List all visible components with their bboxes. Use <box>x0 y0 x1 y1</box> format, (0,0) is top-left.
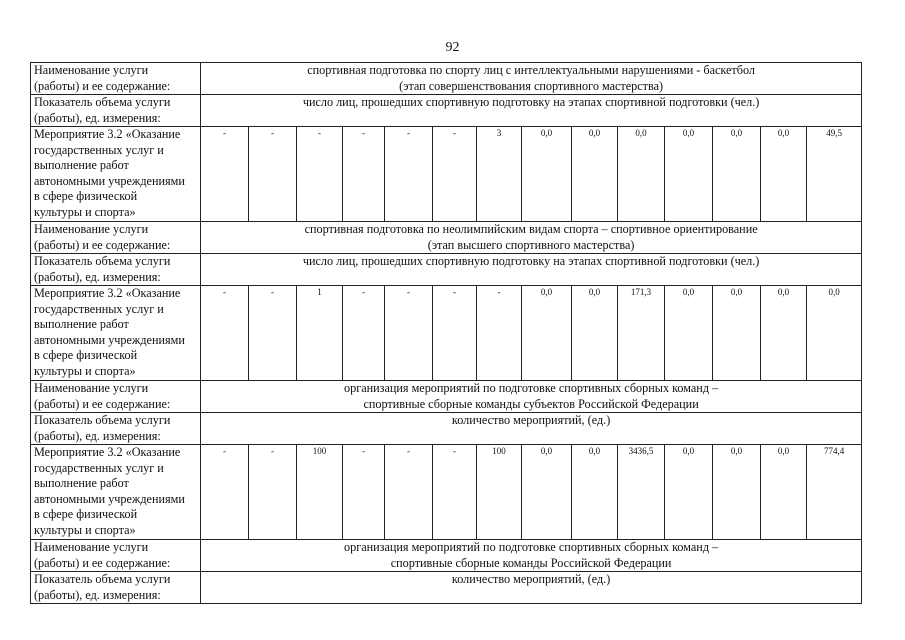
value-cell: 171,3 <box>618 286 665 381</box>
value-cell: - <box>433 445 477 540</box>
value-cell: 0,0 <box>761 445 807 540</box>
service-label: Наименование услуги (работы) и ее содержание: <box>31 63 201 95</box>
service-label: Наименование услуги (работы) и ее содержание: <box>31 222 201 254</box>
indicator-row <box>31 95 862 127</box>
value-cell: 0,0 <box>522 286 572 381</box>
service-content: спортивная подготовка по неолимпийским видам спорта – спортивное ориентирование (этап высшего спортивного мастерства) <box>201 222 862 254</box>
value-cell: - <box>343 127 385 222</box>
value-cell: 0,0 <box>522 127 572 222</box>
service-label: Наименование услуги (работы) и ее содержание: <box>31 540 201 572</box>
indicator-label: Показатель объема услуги (работы), ед. измерения: <box>31 572 201 604</box>
value-cell: 0,0 <box>713 445 761 540</box>
event-label: Мероприятие 3.2 «Оказание государственных услуг и выполнение работ автономными учреждениями в сфере физической культуры и спорта» <box>31 127 201 222</box>
event-row <box>31 127 862 222</box>
service-row <box>31 222 862 254</box>
indicator-label: Показатель объема услуги (работы), ед. измерения: <box>31 413 201 445</box>
value-cell: - <box>477 286 522 381</box>
value-cell: - <box>433 286 477 381</box>
indicator-row <box>31 413 862 445</box>
value-cell: 0,0 <box>807 286 862 381</box>
value-cell: - <box>343 286 385 381</box>
value-cell: - <box>297 127 343 222</box>
value-cell: - <box>249 445 297 540</box>
value-cell: 0,0 <box>713 127 761 222</box>
services-table <box>30 62 862 604</box>
value-cell: - <box>385 445 433 540</box>
value-cell: 0,0 <box>761 286 807 381</box>
value-cell: 0,0 <box>618 127 665 222</box>
service-content: организация мероприятий по подготовке спортивных сборных команд – спортивные сборные команды субъектов Российской Федерации <box>201 381 862 413</box>
value-cell: 0,0 <box>761 127 807 222</box>
value-cell: 0,0 <box>713 286 761 381</box>
value-cell: 49,5 <box>807 127 862 222</box>
service-content: спортивная подготовка по спорту лиц с интеллектуальными нарушениями - баскетбол (этап совершенствования спортивного мастерства) <box>201 63 862 95</box>
service-content: организация мероприятий по подготовке спортивных сборных команд – спортивные сборные команды Российской Федерации <box>201 540 862 572</box>
value-cell: 0,0 <box>572 286 618 381</box>
value-cell: - <box>385 286 433 381</box>
service-row <box>31 540 862 572</box>
value-cell: 3436,5 <box>618 445 665 540</box>
table-body <box>31 63 862 604</box>
value-cell: - <box>249 127 297 222</box>
indicator-row <box>31 572 862 604</box>
indicator-row <box>31 254 862 286</box>
value-cell: - <box>343 445 385 540</box>
indicator-label: Показатель объема услуги (работы), ед. измерения: <box>31 95 201 127</box>
value-cell: 0,0 <box>665 286 713 381</box>
indicator-label: Показатель объема услуги (работы), ед. измерения: <box>31 254 201 286</box>
event-row <box>31 445 862 540</box>
event-row <box>31 286 862 381</box>
value-cell: - <box>201 127 249 222</box>
service-label: Наименование услуги (работы) и ее содержание: <box>31 381 201 413</box>
value-cell: 0,0 <box>522 445 572 540</box>
indicator-content: количество мероприятий, (ед.) <box>201 413 862 445</box>
event-label: Мероприятие 3.2 «Оказание государственных услуг и выполнение работ автономными учреждениями в сфере физической культуры и спорта» <box>31 445 201 540</box>
page-number: 92 <box>445 40 460 55</box>
indicator-content: число лиц, прошедших спортивную подготовку на этапах спортивной подготовки (чел.) <box>201 254 862 286</box>
value-cell: 0,0 <box>572 127 618 222</box>
service-row <box>31 381 862 413</box>
value-cell: 774,4 <box>807 445 862 540</box>
value-cell: 0,0 <box>665 127 713 222</box>
value-cell: - <box>201 445 249 540</box>
indicator-content: число лиц, прошедших спортивную подготовку на этапах спортивной подготовки (чел.) <box>201 95 862 127</box>
value-cell: - <box>433 127 477 222</box>
value-cell: - <box>249 286 297 381</box>
value-cell: - <box>201 286 249 381</box>
value-cell: 100 <box>297 445 343 540</box>
value-cell: 3 <box>477 127 522 222</box>
value-cell: 0,0 <box>572 445 618 540</box>
service-row <box>31 63 862 95</box>
value-cell: 0,0 <box>665 445 713 540</box>
event-label: Мероприятие 3.2 «Оказание государственных услуг и выполнение работ автономными учреждениями в сфере физической культуры и спорта» <box>31 286 201 381</box>
indicator-content: количество мероприятий, (ед.) <box>201 572 862 604</box>
value-cell: - <box>385 127 433 222</box>
value-cell: 1 <box>297 286 343 381</box>
value-cell: 100 <box>477 445 522 540</box>
